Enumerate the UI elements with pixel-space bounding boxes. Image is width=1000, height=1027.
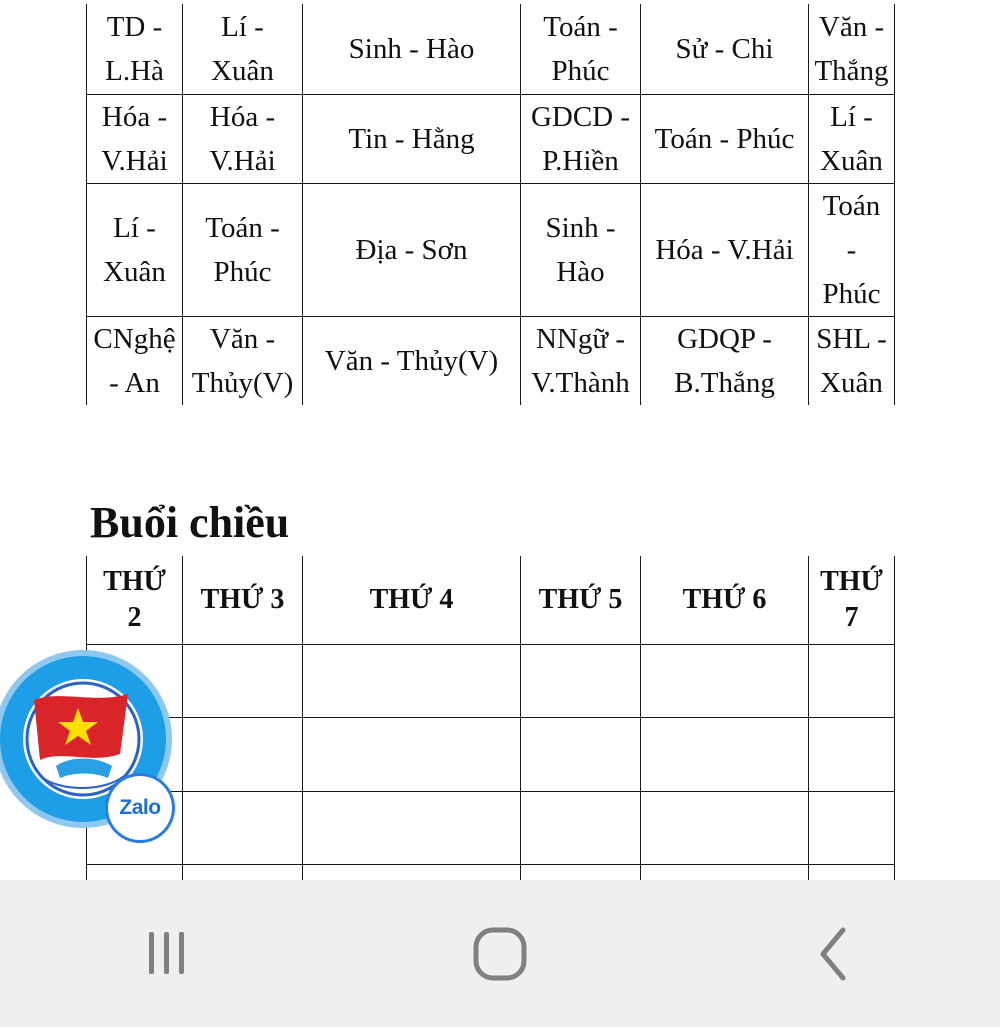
schedule-cell: NNgữ - V.Thành xyxy=(521,316,641,405)
empty-schedule-cell xyxy=(521,864,641,880)
day-header: THỨ 6 xyxy=(641,556,809,644)
schedule-cell: Hóa - V.Hải xyxy=(183,94,303,183)
table-row xyxy=(87,94,895,183)
afternoon-heading: Buổi chiều xyxy=(90,498,290,547)
schedule-cell: TD - L.Hà xyxy=(87,4,183,94)
schedule-cell: SHL - Xuân xyxy=(809,316,895,405)
home-icon xyxy=(470,924,530,984)
schedule-cell: Văn - Thủy(V) xyxy=(303,316,521,405)
zalo-badge-label: Zalo xyxy=(119,796,161,819)
empty-schedule-cell xyxy=(303,717,521,791)
empty-schedule-cell xyxy=(183,717,303,791)
empty-schedule-cell xyxy=(303,864,521,880)
schedule-cell: Lí - Xuân xyxy=(87,183,183,316)
schedule-cell: Địa - Sơn xyxy=(303,183,521,316)
schedule-cell: Sinh - Hào xyxy=(521,183,641,316)
schedule-cell: GDCD - P.Hiền xyxy=(521,94,641,183)
zalo-badge[interactable] xyxy=(108,776,172,840)
schedule-cell: Hóa - V.Hải xyxy=(641,183,809,316)
table-row xyxy=(87,864,895,880)
empty-schedule-cell xyxy=(521,717,641,791)
empty-schedule-cell xyxy=(809,864,895,880)
empty-schedule-cell xyxy=(809,717,895,791)
schedule-cell: Tin - Hằng xyxy=(303,94,521,183)
schedule-cell: CNghệ - An xyxy=(87,316,183,405)
schedule-cell: Toán - Phúc xyxy=(521,4,641,94)
empty-schedule-cell xyxy=(183,791,303,864)
recent-apps-icon xyxy=(137,924,197,984)
table-row xyxy=(87,717,895,791)
empty-schedule-cell xyxy=(641,791,809,864)
schedule-cell: Văn - Thủy(V) xyxy=(183,316,303,405)
empty-schedule-cell xyxy=(809,791,895,864)
schedule-cell: Lí - Xuân xyxy=(809,94,895,183)
afternoon-schedule-table xyxy=(86,556,895,880)
table-row xyxy=(87,316,895,405)
empty-schedule-cell xyxy=(183,644,303,717)
back-icon xyxy=(803,924,863,984)
schedule-cell: Văn - Thắng xyxy=(809,4,895,94)
schedule-cell: Sinh - Hào xyxy=(303,4,521,94)
table-row xyxy=(87,791,895,864)
schedule-cell: GDQP - B.Thắng xyxy=(641,316,809,405)
empty-schedule-cell xyxy=(303,644,521,717)
schedule-cell: Toán - Phúc xyxy=(641,94,809,183)
table-header-row xyxy=(87,556,895,644)
empty-schedule-cell xyxy=(641,644,809,717)
day-header: THỨ 3 xyxy=(183,556,303,644)
table-row xyxy=(87,4,895,94)
schedule-cell: Hóa - V.Hải xyxy=(87,94,183,183)
schedule-cell: Sử - Chi xyxy=(641,4,809,94)
day-header: THỨ 5 xyxy=(521,556,641,644)
home-button[interactable] xyxy=(440,894,560,1014)
day-header: THỨ 4 xyxy=(303,556,521,644)
table-row xyxy=(87,183,895,316)
empty-schedule-cell xyxy=(87,864,183,880)
empty-schedule-cell xyxy=(521,644,641,717)
empty-schedule-cell xyxy=(641,864,809,880)
empty-schedule-cell xyxy=(183,864,303,880)
morning-schedule-table xyxy=(86,4,895,405)
table-row xyxy=(87,644,895,717)
schedule-cell: Toán - Phúc xyxy=(809,183,895,316)
day-header: THỨ 7 xyxy=(809,556,895,644)
schedule-cell: Lí - Xuân xyxy=(183,4,303,94)
system-navigation-bar xyxy=(0,880,1000,1027)
empty-schedule-cell xyxy=(521,791,641,864)
recent-apps-button[interactable] xyxy=(107,894,227,1014)
empty-schedule-cell xyxy=(641,717,809,791)
empty-schedule-cell xyxy=(809,644,895,717)
empty-schedule-cell xyxy=(303,791,521,864)
day-header: THỨ 2 xyxy=(87,556,183,644)
back-button[interactable] xyxy=(773,894,893,1014)
schedule-cell: Toán - Phúc xyxy=(183,183,303,316)
